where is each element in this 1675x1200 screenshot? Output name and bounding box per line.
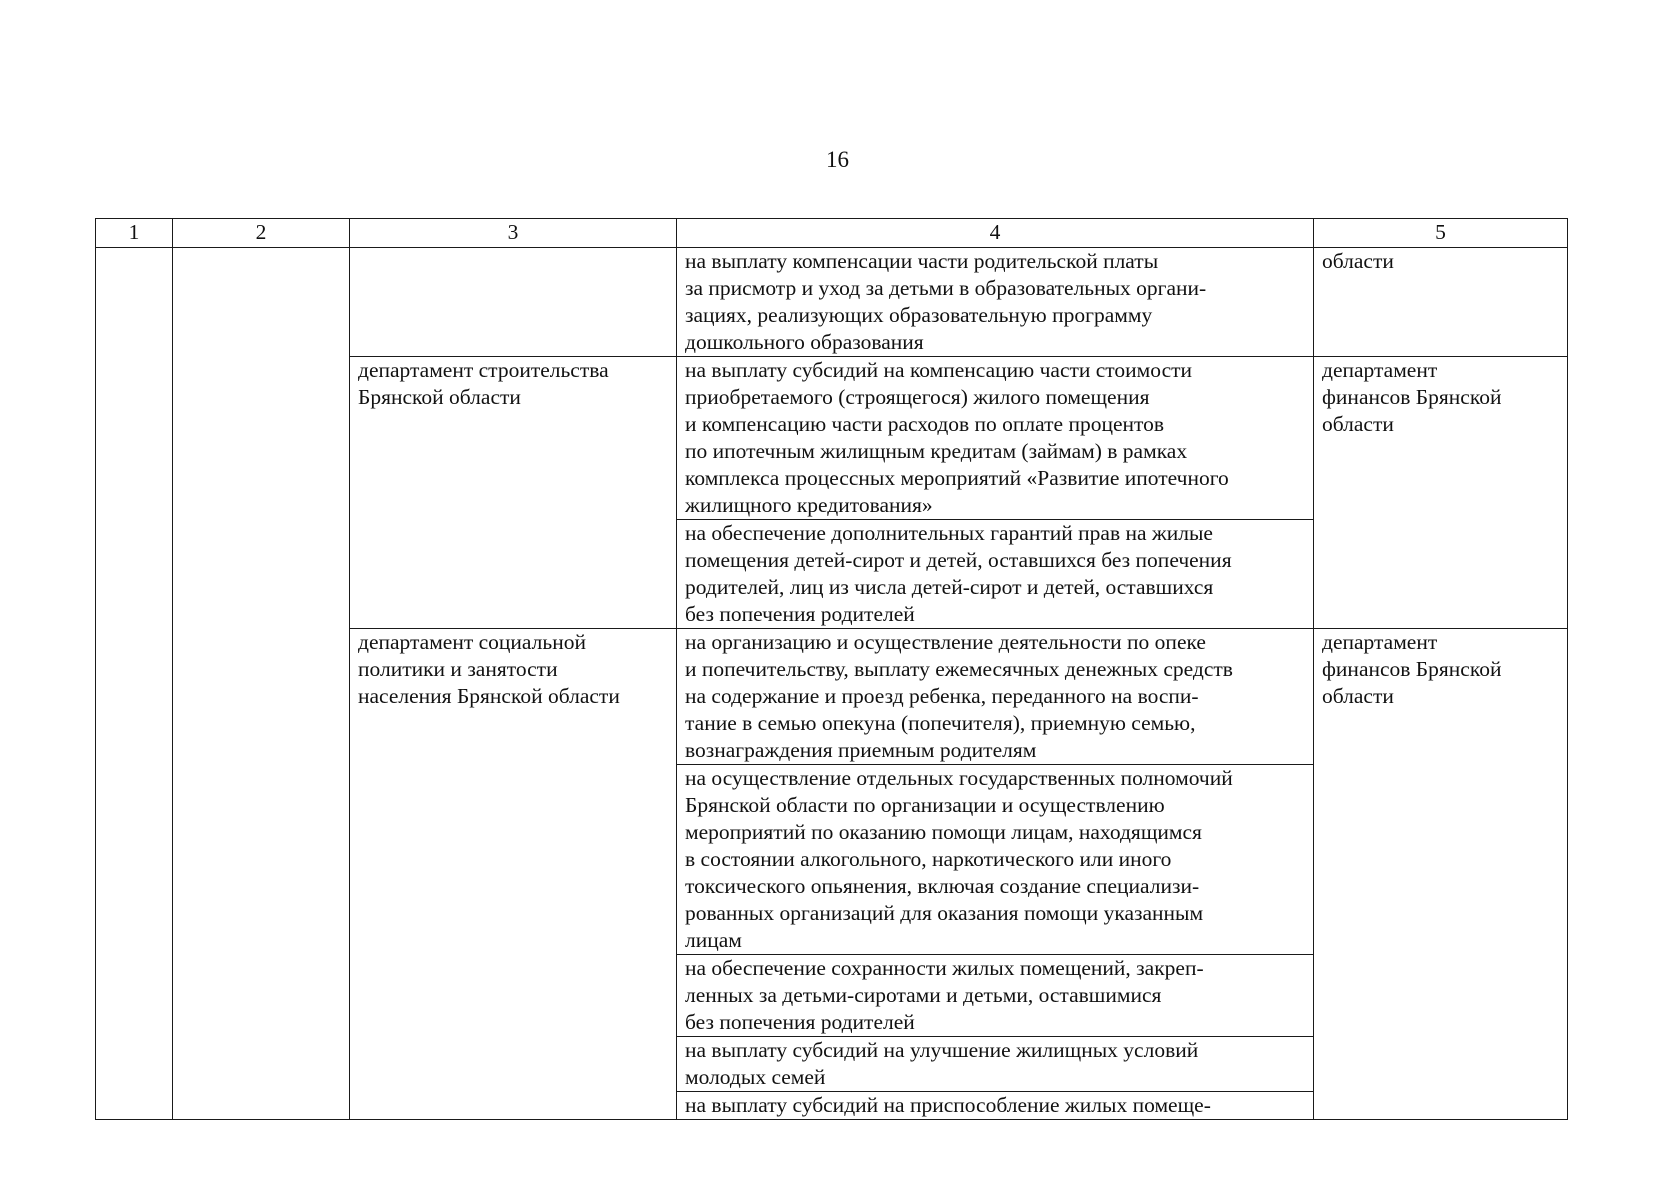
finance-department-cell bbox=[1314, 629, 1568, 1120]
header-col-4: 4 bbox=[677, 219, 1314, 248]
text-line: мероприятий по оказанию помощи лицам, находящимся bbox=[685, 820, 1202, 844]
text-line: лицам bbox=[685, 928, 742, 952]
text-line: без попечения родителей bbox=[685, 1010, 915, 1034]
text-line: департамент bbox=[1322, 358, 1438, 382]
text-line: без попечения родителей bbox=[685, 602, 915, 626]
text-line: на выплату субсидий на приспособление жилых помеще- bbox=[685, 1093, 1211, 1117]
text-line: на выплату субсидий на улучшение жилищных условий bbox=[685, 1038, 1199, 1062]
text-line: области bbox=[1322, 412, 1394, 436]
expense-item bbox=[677, 629, 1314, 765]
text-line: Брянской области по организации и осуществлению bbox=[685, 793, 1165, 817]
expense-item bbox=[677, 955, 1314, 1037]
expense-item bbox=[677, 1037, 1314, 1092]
text-line: токсического опьянения, включая создание специализи- bbox=[685, 874, 1200, 898]
text-line: на содержание и проезд ребенка, переданного на воспи- bbox=[685, 684, 1199, 708]
text-line: комплекса процессных мероприятий «Развитие ипотечного bbox=[685, 466, 1229, 490]
text-line: родителей, лиц из числа детей-сирот и детей, оставшихся bbox=[685, 575, 1214, 599]
text-line: департамент социальной bbox=[358, 630, 586, 654]
finance-department-cell bbox=[1314, 248, 1568, 357]
table-row bbox=[96, 248, 1568, 357]
text-line: приобретаемого (строящегося) жилого помещения bbox=[685, 385, 1150, 409]
finance-department-cell bbox=[1314, 357, 1568, 629]
header-col-2: 2 bbox=[173, 219, 350, 248]
text-line: политики и занятости bbox=[358, 657, 558, 681]
text-line: Брянской области bbox=[358, 385, 521, 409]
text-line: молодых семей bbox=[685, 1065, 826, 1089]
text-line: финансов Брянской bbox=[1322, 657, 1502, 681]
text-line: на выплату субсидий на компенсацию части стоимости bbox=[685, 358, 1193, 382]
expense-item bbox=[677, 765, 1314, 955]
cell-col-3-empty bbox=[350, 248, 677, 357]
text-line: населения Брянской области bbox=[358, 684, 620, 708]
cell-col-2 bbox=[173, 248, 350, 1120]
text-line: рованных организаций для оказания помощи указанным bbox=[685, 901, 1204, 925]
text-line: помещения детей-сирот и детей, оставшихся без попечения bbox=[685, 548, 1232, 572]
header-row bbox=[96, 219, 1568, 248]
department-cell bbox=[350, 357, 677, 629]
header-col-3: 3 bbox=[350, 219, 677, 248]
text-line: вознаграждения приемным родителям bbox=[685, 738, 1037, 762]
text-line: на обеспечение сохранности жилых помещений, закреп- bbox=[685, 956, 1204, 980]
expense-item bbox=[677, 357, 1314, 520]
text-line: зациях, реализующих образовательную программу bbox=[685, 303, 1153, 327]
text-line: тание в семью опекуна (попечителя), приемную семью, bbox=[685, 711, 1196, 735]
text-line: на обеспечение дополнительных гарантий прав на жилые bbox=[685, 521, 1213, 545]
text-line: департамент строительства bbox=[358, 358, 609, 382]
text-line: на осуществление отдельных государственных полномочий bbox=[685, 766, 1233, 790]
text-line: ленных за детьми-сиротами и детьми, оставшимися bbox=[685, 983, 1162, 1007]
text-line: за присмотр и уход за детьми в образовательных органи- bbox=[685, 276, 1207, 300]
text-line: департамент bbox=[1322, 630, 1438, 654]
header-col-1: 1 bbox=[96, 219, 173, 248]
text-line: в состоянии алкогольного, наркотического или иного bbox=[685, 847, 1172, 871]
page-number: 16 bbox=[826, 147, 849, 172]
text-line: на выплату компенсации части родительской платы bbox=[685, 249, 1159, 273]
budget-table bbox=[95, 218, 1568, 1120]
header-col-5: 5 bbox=[1314, 219, 1568, 248]
text-line: финансов Брянской bbox=[1322, 385, 1502, 409]
expense-item bbox=[677, 248, 1314, 357]
department-cell bbox=[350, 629, 677, 1120]
expense-item bbox=[677, 1092, 1314, 1120]
text-line: на организацию и осуществление деятельности по опеке bbox=[685, 630, 1206, 654]
cell-col-1 bbox=[96, 248, 173, 1120]
text-line: дошкольного образования bbox=[685, 330, 924, 354]
text-line: по ипотечным жилищным кредитам (займам) в рамках bbox=[685, 439, 1188, 463]
text-line: области bbox=[1322, 249, 1394, 273]
text-line: и попечительству, выплату ежемесячных денежных средств bbox=[685, 657, 1233, 681]
expense-item bbox=[677, 520, 1314, 629]
text-line: жилищного кредитования» bbox=[685, 493, 933, 517]
text-line: и компенсацию части расходов по оплате процентов bbox=[685, 412, 1165, 436]
text-line: области bbox=[1322, 684, 1394, 708]
